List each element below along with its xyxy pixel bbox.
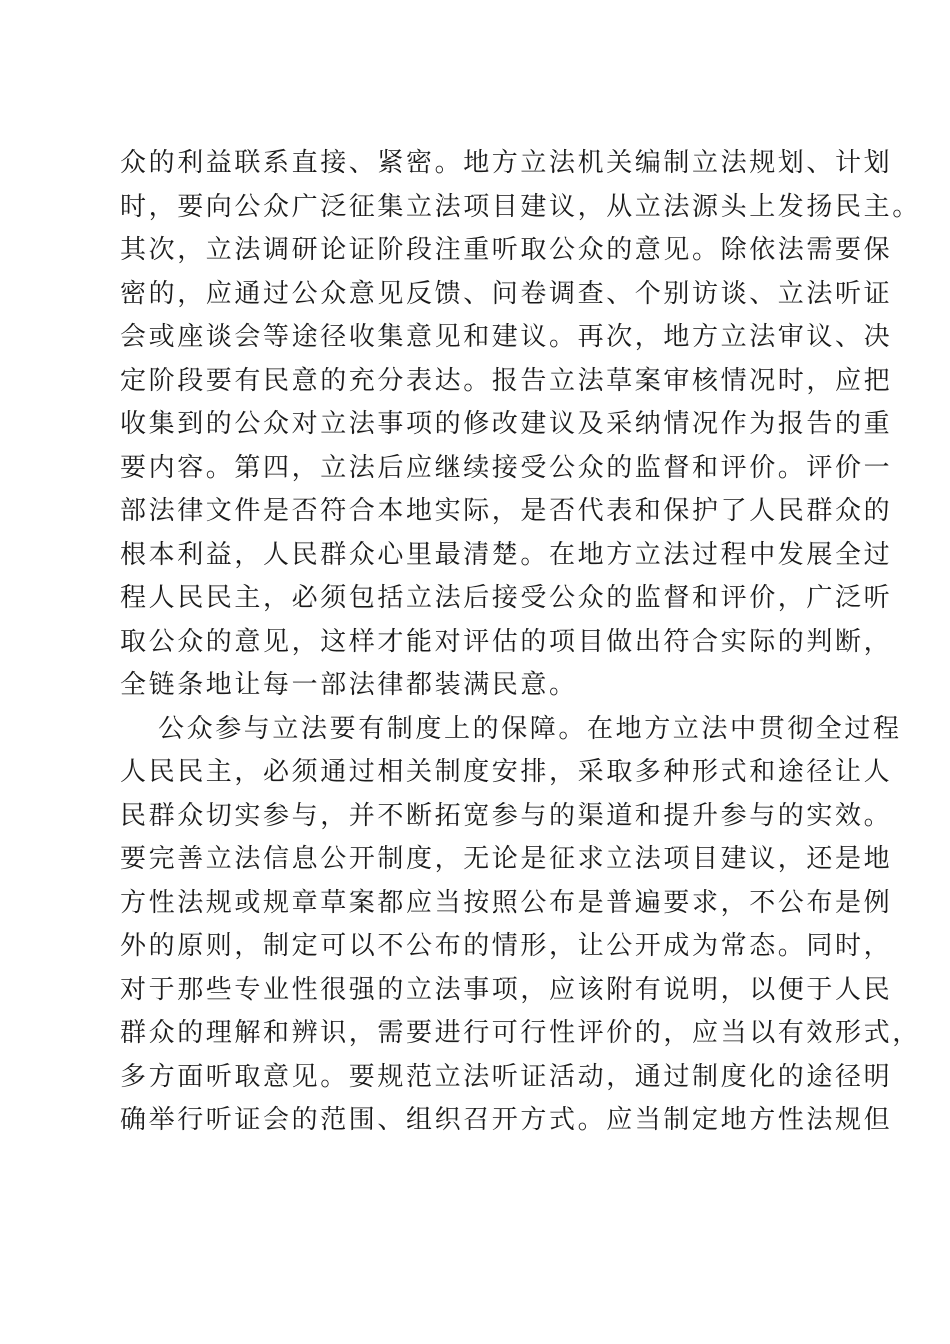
text-line: 方性法规或规章草案都应当按照公布是普遍要求，不公布是例 bbox=[120, 887, 893, 918]
text-line: 其次，立法调研论证阶段注重听取公众的意见。除依法需要保 bbox=[120, 235, 893, 265]
text-line: 要完善立法信息公开制度，无论是征求立法项目建议，还是地 bbox=[120, 844, 893, 874]
text-line: 密的，应通过公众意见反馈、问卷调查、个别访谈、立法听证 bbox=[120, 278, 893, 309]
text-line: 根本利益，人民群众心里最清楚。在地方立法过程中发展全过 bbox=[120, 539, 893, 570]
text-line: 定阶段要有民意的充分表达。报告立法草案审核情况时，应把 bbox=[120, 365, 893, 396]
text-line: 群众的理解和辨识，需要进行可行性评价的，应当以有效形式， bbox=[120, 1018, 921, 1048]
text-line: 时，要向公众广泛征集立法项目建议，从立法源头上发扬民主。 bbox=[120, 191, 921, 222]
text-line: 要内容。第四，立法后应继续接受公众的监督和评价。评价一 bbox=[120, 452, 893, 483]
text-line: 取公众的意见，这样才能对评估的项目做出符合实际的判断， bbox=[120, 626, 893, 657]
text-line: 程人民民主，必须包括立法后接受公众的监督和评价，广泛听 bbox=[120, 583, 893, 613]
text-line: 对于那些专业性很强的立法事项，应该附有说明，以便于人民 bbox=[120, 974, 893, 1005]
text-line: 全链条地让每一部法律都装满民意。 bbox=[120, 670, 578, 700]
text-line: 外的原则，制定可以不公布的情形，让公开成为常态。同时， bbox=[120, 931, 893, 961]
body-text bbox=[120, 142, 921, 1143]
text-line: 多方面听取意见。要规范立法听证活动，通过制度化的途径明 bbox=[120, 1061, 893, 1092]
text-line: 众的利益联系直接、紧密。地方立法机关编制立法规划、计划 bbox=[120, 148, 893, 178]
paragraph-start-line: 公众参与立法要有制度上的保障。在地方立法中贯彻全过程 bbox=[158, 713, 902, 744]
text-line: 民群众切实参与，并不断拓宽参与的渠道和提升参与的实效。 bbox=[120, 800, 893, 831]
text-line: 部法律文件是否符合本地实际，是否代表和保护了人民群众的 bbox=[120, 496, 893, 526]
text-line: 人民民主，必须通过相关制度安排，采取多种形式和途径让人 bbox=[120, 757, 893, 787]
text-line: 会或座谈会等途径收集意见和建议。再次，地方立法审议、决 bbox=[120, 322, 893, 352]
text-line: 确举行听证会的范围、组织召开方式。应当制定地方性法规但 bbox=[120, 1105, 893, 1135]
text-line: 收集到的公众对立法事项的修改建议及采纳情况作为报告的重 bbox=[120, 409, 893, 439]
